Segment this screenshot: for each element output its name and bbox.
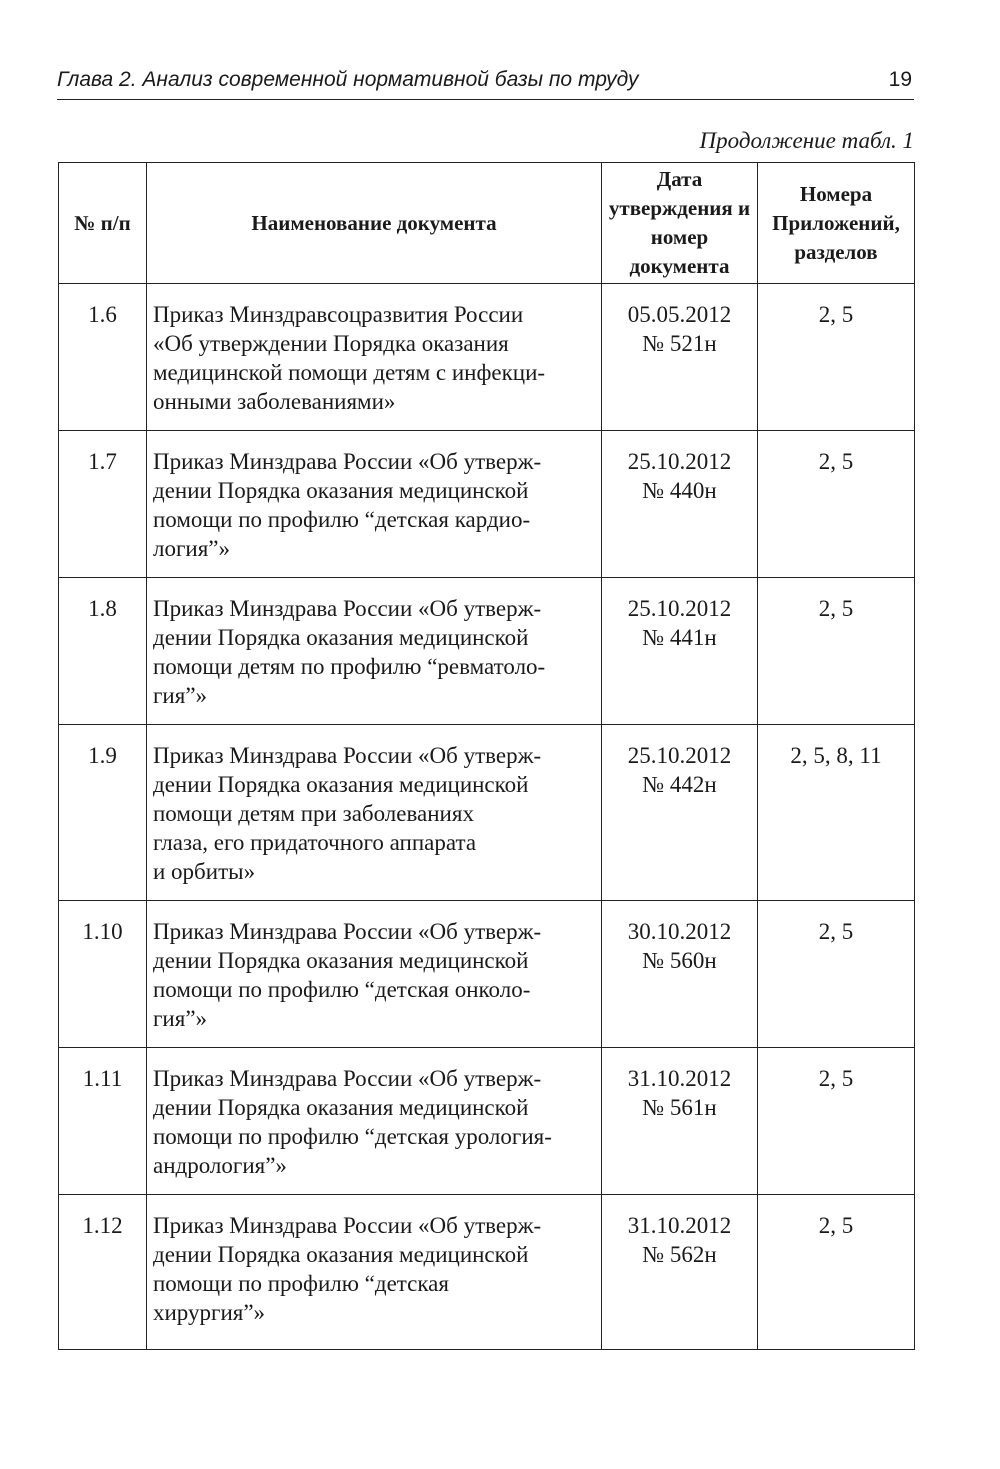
col-header-date-line: утверждения [608, 196, 733, 220]
table-caption: Продолжение табл. 1 [699, 128, 914, 153]
table-header-row [59, 163, 915, 284]
table-row [59, 1195, 915, 1350]
document-name-line: дении Порядка оказания медицинской [153, 1095, 529, 1120]
approval-date [602, 578, 758, 725]
document-name-line: помощи по профилю “детская кардио- [153, 507, 531, 532]
running-head [57, 66, 914, 100]
row-number: 1.11 [59, 1048, 147, 1195]
document-name [147, 578, 602, 725]
col-header-date-line: и номер [650, 196, 751, 249]
document-name-line: логия”» [153, 536, 231, 561]
row-number: 1.10 [59, 901, 147, 1048]
appendix-numbers: 2, 5 [758, 1048, 915, 1195]
col-header-apps-line: Приложений, [772, 210, 900, 235]
document-name-line: дении Порядка оказания медицинской [153, 772, 529, 797]
col-header-date-line: документа [629, 254, 730, 278]
document-name [147, 284, 602, 431]
approval-date-value: 25.10.2012 [627, 743, 732, 768]
document-name-line: дении Порядка оказания медицинской [153, 625, 529, 650]
document-name-line: помощи по профилю “детская [153, 1271, 449, 1296]
document-name-line: глаза, его придаточного аппарата [153, 830, 477, 855]
document-name-line: Приказ Минздрава России «Об утверж- [153, 1066, 542, 1091]
document-name [147, 901, 602, 1048]
approval-date [602, 725, 758, 901]
appendix-numbers: 2, 5 [758, 901, 915, 1048]
approval-date-value: 31.10.2012 [627, 1066, 732, 1091]
document-name-line: помощи по профилю “детская онколо- [153, 977, 531, 1002]
table-row [59, 1048, 915, 1195]
document-name-line: дении Порядка оказания медицинской [153, 1242, 529, 1267]
approval-date-value: 31.10.2012 [627, 1213, 732, 1238]
document-name-line: помощи детям по профилю “ревматоло- [153, 654, 546, 679]
documents-table [58, 162, 915, 1350]
col-header-name: Наименование документа [147, 163, 602, 284]
document-name-line: помощи по профилю “детская урология- [153, 1124, 552, 1149]
row-number: 1.12 [59, 1195, 147, 1350]
document-name-line: Приказ Минздрава России «Об утверж- [153, 1213, 542, 1238]
approval-date [602, 431, 758, 578]
appendix-numbers: 2, 5 [758, 1195, 915, 1350]
row-number: 1.9 [59, 725, 147, 901]
document-name-line: и орбиты» [153, 859, 256, 884]
table-row [59, 725, 915, 901]
document-name-line: Приказ Минздрава России «Об утверж- [153, 449, 542, 474]
document-name-line: медицинской помощи детям с инфекци- [153, 360, 546, 385]
approval-date-value: 30.10.2012 [627, 919, 732, 944]
document-name [147, 725, 602, 901]
page-number: 19 [888, 68, 912, 91]
appendix-numbers: 2, 5 [758, 284, 915, 431]
row-number: 1.6 [59, 284, 147, 431]
document-name-line: гия”» [153, 1006, 208, 1031]
document-name-line: андрология”» [153, 1153, 287, 1178]
document-name [147, 431, 602, 578]
document-name-line: Приказ Минздрава России «Об утверж- [153, 596, 542, 621]
row-number: 1.7 [59, 431, 147, 578]
document-name-line: помощи детям при заболеваниях [153, 801, 474, 826]
col-header-num: № п/п [59, 163, 147, 284]
col-header-apps-line: Номера [799, 181, 873, 206]
col-header-date-line: Дата [656, 167, 703, 191]
appendix-numbers: 2, 5 [758, 431, 915, 578]
document-name-line: гия”» [153, 683, 208, 708]
approval-date [602, 901, 758, 1048]
approval-date-value: 05.05.2012 [627, 302, 732, 327]
document-name-line: онными заболеваниями» [153, 389, 396, 414]
document-name [147, 1048, 602, 1195]
document-number: № 441н [642, 625, 717, 650]
document-number: № 561н [642, 1095, 717, 1120]
document-name-line: Приказ Минздрава России «Об утверж- [153, 919, 542, 944]
document-name [147, 1195, 602, 1350]
approval-date [602, 1048, 758, 1195]
appendix-numbers: 2, 5, 8, 11 [758, 725, 915, 901]
document-name-line: «Об утверждении Порядка оказания [153, 331, 509, 356]
approval-date-value: 25.10.2012 [627, 596, 732, 621]
document-name-line: Приказ Минздрава России «Об утверж- [153, 743, 542, 768]
approval-date [602, 284, 758, 431]
table-row [59, 901, 915, 1048]
chapter-title: Глава 2. Анализ современной нормативной базы по труду [57, 68, 639, 91]
document-number: № 560н [642, 948, 717, 973]
col-header-apps [758, 163, 915, 284]
document-number: № 562н [642, 1242, 717, 1267]
col-header-date [602, 163, 758, 284]
approval-date-value: 25.10.2012 [627, 449, 732, 474]
row-number: 1.8 [59, 578, 147, 725]
document-name-line: хирургия”» [153, 1300, 266, 1325]
table-row [59, 284, 915, 431]
document-number: № 440н [642, 478, 717, 503]
approval-date [602, 1195, 758, 1350]
document-name-line: Приказ Минздравсоцразвития России [153, 302, 524, 327]
document-name-line: дении Порядка оказания медицинской [153, 948, 529, 973]
document-number: № 521н [642, 331, 717, 356]
table-row [59, 578, 915, 725]
appendix-numbers: 2, 5 [758, 578, 915, 725]
table-row [59, 431, 915, 578]
col-header-apps-line: разделов [794, 239, 878, 264]
document-name-line: дении Порядка оказания медицинской [153, 478, 529, 503]
document-number: № 442н [642, 772, 717, 797]
